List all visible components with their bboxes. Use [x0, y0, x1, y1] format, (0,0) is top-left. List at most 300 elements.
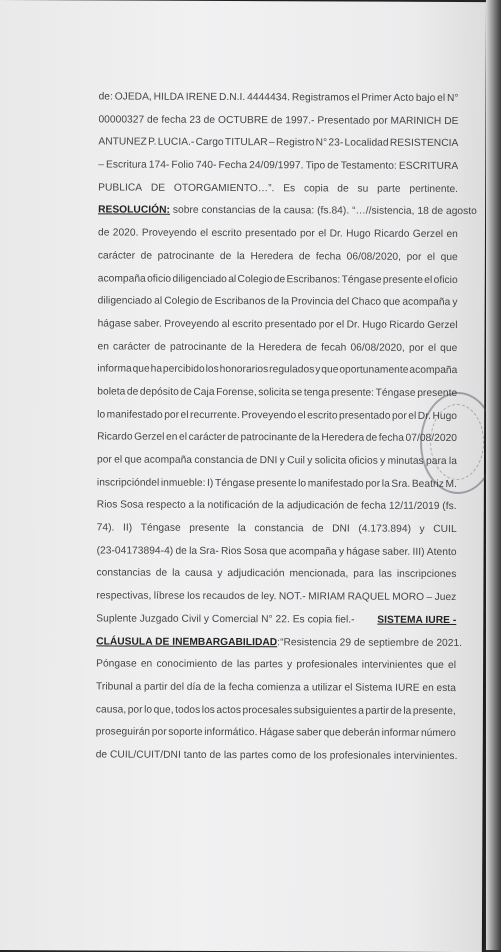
word: por [372, 115, 388, 127]
word: regulados [269, 364, 315, 376]
word: patrocinante [169, 341, 227, 353]
word: día [186, 681, 202, 693]
text-line [98, 291, 458, 315]
word: presentado [245, 228, 297, 240]
word: Escritura [106, 159, 147, 171]
word: subsiguientes [293, 704, 357, 717]
word: Gerzel [412, 228, 444, 241]
word: MARINICH [390, 115, 442, 127]
word: informático. [204, 727, 258, 739]
heading-resolucion: RESOLUCIÓN: [98, 204, 170, 217]
word: informar [381, 727, 420, 740]
word: conocimiento [156, 658, 218, 671]
word: 4444434. [247, 92, 291, 104]
word: presente [189, 522, 230, 535]
word: de [154, 341, 166, 353]
word: por [164, 409, 180, 421]
word: Proveyendo [164, 318, 220, 330]
word: Hugo [362, 319, 387, 331]
word: que [440, 342, 458, 354]
word: Fecha [218, 160, 248, 172]
word: Escribanos: [286, 273, 341, 285]
word: Tribunal [95, 681, 133, 693]
word: por [151, 726, 167, 738]
word: en [422, 682, 434, 694]
word: Juez [434, 592, 457, 604]
word: presentado [338, 410, 391, 422]
word: que [132, 363, 150, 375]
word: al [228, 273, 237, 285]
word: presente [256, 477, 297, 489]
word: CUIL [433, 523, 457, 536]
word: los [187, 590, 201, 603]
word: saber. [133, 318, 162, 330]
word: (fs. [442, 501, 457, 513]
word: Dr. [329, 228, 343, 240]
text-line: de CUIL/CUIT/DNI tanto de las partes como de los profesionales intervinientes. [95, 749, 458, 762]
word: y [315, 364, 321, 376]
word: Sistema [355, 682, 393, 694]
word: la [246, 341, 255, 353]
word: Téngase [375, 387, 416, 399]
word: en [446, 229, 458, 241]
word: – [98, 159, 105, 171]
word: de [140, 250, 153, 262]
word: Heredera [258, 341, 302, 353]
word: partir [143, 681, 168, 693]
word: de [203, 681, 216, 693]
word: DE [444, 115, 459, 127]
seal-inner-ring [430, 404, 484, 480]
word: por [365, 478, 381, 490]
word: mencionada, [289, 568, 349, 580]
word: NOT.- [278, 591, 306, 603]
word: el [336, 319, 345, 331]
word: que [426, 660, 444, 672]
word: presentado [264, 319, 317, 331]
text-line [97, 472, 457, 496]
word: inscripcióndel [96, 477, 160, 489]
word: depósito [139, 386, 179, 398]
word: adjudicación [227, 568, 285, 580]
word: tenga [303, 387, 330, 399]
word: por [318, 319, 334, 331]
word: Es [283, 182, 296, 195]
word: del [335, 296, 350, 308]
word: RESISTENCIA [389, 138, 459, 150]
word: Cuil [287, 455, 305, 467]
word: Chaco [351, 296, 382, 308]
word: presente [417, 387, 458, 399]
word: respectivas, [96, 590, 152, 602]
word: al [154, 295, 163, 307]
word: la [311, 432, 320, 444]
word: hágase [97, 318, 132, 330]
word: la [189, 545, 198, 557]
word: de [337, 183, 349, 195]
word: de [230, 341, 243, 353]
word: del [170, 681, 185, 693]
word: actos [216, 704, 242, 716]
word: el [318, 228, 327, 240]
word: OJEDA, [114, 91, 152, 103]
word: oficio [433, 274, 458, 286]
word: Póngase [96, 658, 137, 670]
word: la [276, 500, 285, 512]
word: III) [412, 546, 425, 558]
word: inscripciones [396, 569, 457, 581]
word: OTORGAMIENTO…”. [173, 182, 275, 194]
text-line [98, 313, 458, 337]
word: oportunamente [339, 364, 409, 377]
word: 1997.- [285, 114, 315, 127]
word: oficios [348, 455, 378, 467]
word: boleta [97, 386, 126, 398]
word: OCTUBRE [217, 114, 269, 126]
word: (23-04173894-4) [96, 545, 174, 557]
word: la [172, 568, 181, 580]
word: y [287, 659, 293, 671]
word: fecha [315, 251, 342, 263]
word: Sosa [120, 499, 144, 512]
word: Gerzel [134, 431, 165, 444]
word: 00000327 [98, 114, 145, 126]
word: Cargo [195, 137, 224, 149]
word: utilizar [311, 682, 342, 694]
word: lo [298, 477, 307, 490]
word: por [406, 251, 422, 263]
word: inmueble: [160, 477, 206, 489]
word: que [269, 545, 287, 558]
word: percibido [162, 363, 205, 376]
word: saber [296, 727, 322, 739]
word: que [383, 296, 401, 308]
word: Rios [96, 499, 118, 511]
word: M. [445, 478, 457, 490]
word: – [426, 591, 433, 604]
text-line [96, 563, 456, 587]
word: 23 [189, 114, 201, 126]
word: el [344, 682, 353, 694]
word: 06/08/2020, [346, 251, 402, 263]
word: de [227, 432, 239, 444]
word: la [448, 455, 457, 467]
word: oficio [147, 273, 172, 285]
word: el [424, 274, 433, 286]
word: a [303, 682, 310, 694]
text-line [97, 404, 457, 428]
word: 12/11/2019 [388, 501, 440, 513]
text-line [98, 109, 458, 133]
word: Heredera [250, 250, 294, 263]
word: los [205, 364, 219, 376]
word: RAQUEL [347, 591, 390, 603]
word: I) [207, 477, 214, 489]
word: los [201, 704, 215, 716]
word: la [281, 296, 290, 308]
word: de [147, 114, 159, 126]
text-line [97, 449, 457, 473]
word: Dr. [346, 319, 360, 331]
word: ESCRITURA [398, 160, 459, 173]
word: soporte [168, 726, 203, 739]
text-line [98, 132, 458, 156]
word: Ricardo [97, 431, 133, 443]
word: 06/08/2020, [350, 342, 405, 354]
word: TITULAR [224, 137, 268, 149]
word: se [291, 387, 303, 399]
word: fecah [321, 341, 347, 354]
word: 2020. [112, 227, 139, 239]
word: por [391, 410, 407, 422]
word: ley. [261, 591, 277, 603]
word: de: [98, 91, 113, 103]
word: que [440, 251, 458, 263]
text-line [99, 86, 459, 110]
word: en [97, 340, 109, 353]
word: 74). [96, 522, 115, 534]
word: recaudos [202, 591, 246, 603]
word: Escribanos [214, 296, 266, 308]
word: ha [150, 363, 163, 375]
word: Rios [220, 545, 242, 557]
word: acompaña [288, 546, 337, 558]
word: de [175, 545, 187, 557]
word: profesionales [296, 659, 358, 671]
word: de [201, 296, 213, 308]
word: de [298, 432, 311, 444]
word: PUBLICA [98, 182, 143, 194]
text-line [97, 427, 457, 451]
word: minutas [387, 455, 424, 467]
word: su [357, 183, 369, 195]
word: Atento [426, 546, 457, 558]
word: el [427, 342, 437, 354]
word: el [297, 409, 306, 421]
word: de [312, 523, 324, 535]
word: DNI [259, 455, 278, 467]
word: causa, [95, 703, 127, 716]
word: D.N.I. [218, 91, 246, 104]
word: Téngase [214, 477, 255, 489]
word: partes [254, 659, 283, 671]
word: presente [382, 274, 424, 286]
word: el [437, 92, 446, 104]
word: que, [153, 704, 174, 716]
word: por [96, 454, 112, 466]
word: patrocinante [240, 432, 298, 444]
word: Hugo [346, 228, 371, 240]
word: líbrese [153, 590, 185, 602]
word: partir [365, 705, 389, 717]
word: en [140, 658, 153, 670]
word: Folio [171, 159, 194, 171]
text-line: Suplente Juzgado Civil y Comercial N° 22. Es copia fiel.- SISTEMA IURE - [96, 608, 456, 632]
word: presente, [412, 705, 456, 717]
word: de [327, 160, 339, 172]
text-line [96, 654, 456, 678]
text-line [97, 359, 457, 383]
word: y [419, 523, 425, 535]
word: HILDA [153, 91, 184, 103]
word: el [447, 660, 457, 672]
word: Testamento: [340, 160, 397, 172]
word: de [267, 296, 280, 308]
word: solicita [258, 387, 290, 399]
word: número [420, 728, 456, 740]
word: lo [144, 704, 153, 716]
word: de [219, 250, 232, 262]
word: para [353, 568, 374, 581]
heading-sistema-iure: SISTEMA IURE - [377, 614, 457, 626]
word: comienza [256, 682, 301, 694]
word: fecha [228, 681, 254, 693]
word: de [365, 432, 378, 444]
word: fecha [360, 500, 387, 513]
text-line [96, 676, 456, 700]
word: presente: [331, 387, 375, 399]
word: la [217, 681, 227, 693]
word: por [408, 342, 424, 354]
word: la [381, 478, 390, 490]
word: de [245, 455, 258, 467]
word: fecha [378, 432, 404, 445]
word: DNI [332, 523, 350, 535]
word: Tipo [305, 160, 326, 172]
word: en [166, 432, 178, 444]
word: constancias [96, 567, 151, 580]
word: Proveyendo [241, 409, 297, 421]
word: Hugo [432, 410, 458, 422]
word: acompaña [97, 272, 146, 285]
word: Ricardo [373, 228, 410, 240]
text-line [96, 586, 456, 610]
word: el [114, 454, 123, 466]
word: esta [436, 682, 457, 694]
word: de [271, 114, 283, 126]
word: patrocinante [157, 250, 215, 262]
word: las [378, 569, 392, 581]
word: – [268, 137, 275, 149]
word: copia [303, 183, 329, 195]
word: N° [446, 92, 459, 105]
word: de [221, 659, 233, 671]
word: Heredera [321, 432, 365, 444]
word: el [180, 409, 189, 421]
word: de [390, 705, 402, 717]
word: de [203, 114, 216, 126]
text-line: RESOLUCIÓN: sobre constancias de la causa: (fs.84). “…//sistencia, 18 de agosto [98, 200, 458, 224]
word: deberán [342, 727, 380, 739]
heading-clausula: CLÁUSULA DE INEMBARGABILIDAD [96, 635, 278, 648]
word: LUCIA.- [157, 137, 195, 149]
word: honorarios [219, 364, 269, 376]
word: carácter [97, 250, 136, 262]
word: DE [150, 182, 166, 194]
word: carácter [188, 432, 226, 444]
word: N° [315, 137, 328, 149]
word: adjudicación [286, 500, 345, 512]
word: causa [184, 568, 213, 580]
word: que [124, 454, 142, 466]
word: de [180, 386, 192, 398]
word: Ricardo [389, 319, 425, 331]
word: saber. [382, 546, 411, 558]
text-line [98, 268, 458, 292]
word: a [358, 705, 364, 717]
word: Gerzel [427, 319, 458, 331]
word: diligenciado [97, 295, 153, 307]
word: Téngase [140, 522, 181, 534]
word: 740- [195, 159, 217, 172]
word: a [135, 681, 142, 693]
word: proseguirán [95, 726, 151, 738]
word: respecto [146, 500, 186, 512]
text-line [97, 540, 457, 564]
word: de [97, 227, 110, 239]
word: Provincia [291, 296, 334, 308]
word: 07/08/2020 [405, 433, 458, 445]
word: la [196, 500, 205, 512]
word: de [273, 273, 286, 285]
word: Registro [275, 137, 315, 149]
word: de [261, 500, 274, 512]
word: Caja [193, 386, 215, 398]
word: Beatriz [411, 478, 444, 490]
word: Localidad [344, 137, 389, 150]
word: escrito [232, 318, 263, 331]
word: (4.173.894) [358, 523, 412, 535]
document-body [95, 86, 477, 768]
text-line [97, 381, 457, 405]
word: MORO [392, 591, 425, 603]
word: que [323, 727, 341, 739]
word: y [279, 455, 285, 467]
word: intervinientes [361, 659, 423, 672]
word: la [237, 523, 246, 535]
word: IRENE [185, 91, 218, 103]
word: parte [377, 183, 401, 195]
word: de [298, 251, 311, 263]
word: al [221, 318, 230, 330]
word: 24/09/1997. [249, 160, 304, 172]
text-line: CLÁUSULA DE INEMBARGABILIDAD: “Resistencia 29 de septiembre de 2021. [96, 631, 456, 655]
word: Presentado [317, 115, 371, 127]
word: manifestado [106, 409, 163, 421]
word: pertinente. [409, 183, 459, 195]
word: el [351, 92, 360, 104]
word: Colegio [237, 273, 273, 285]
word: Proveyendo [141, 227, 197, 239]
word: todos [175, 704, 201, 716]
text-line [98, 154, 458, 178]
word: Primer [361, 92, 392, 104]
word: informa [97, 363, 132, 375]
word: el [200, 228, 209, 240]
text-line [98, 177, 458, 201]
word: el [408, 410, 417, 422]
word: 23- [328, 137, 344, 149]
word: IURE [395, 682, 420, 694]
word: acompaña [144, 454, 193, 466]
word: Forense, [216, 386, 257, 399]
word: acompaña [409, 365, 458, 377]
word: de [155, 568, 168, 580]
word: Registramos [291, 92, 350, 104]
word: fecha [161, 114, 187, 126]
word: la [403, 705, 412, 717]
official-seal-stamp [417, 392, 496, 494]
